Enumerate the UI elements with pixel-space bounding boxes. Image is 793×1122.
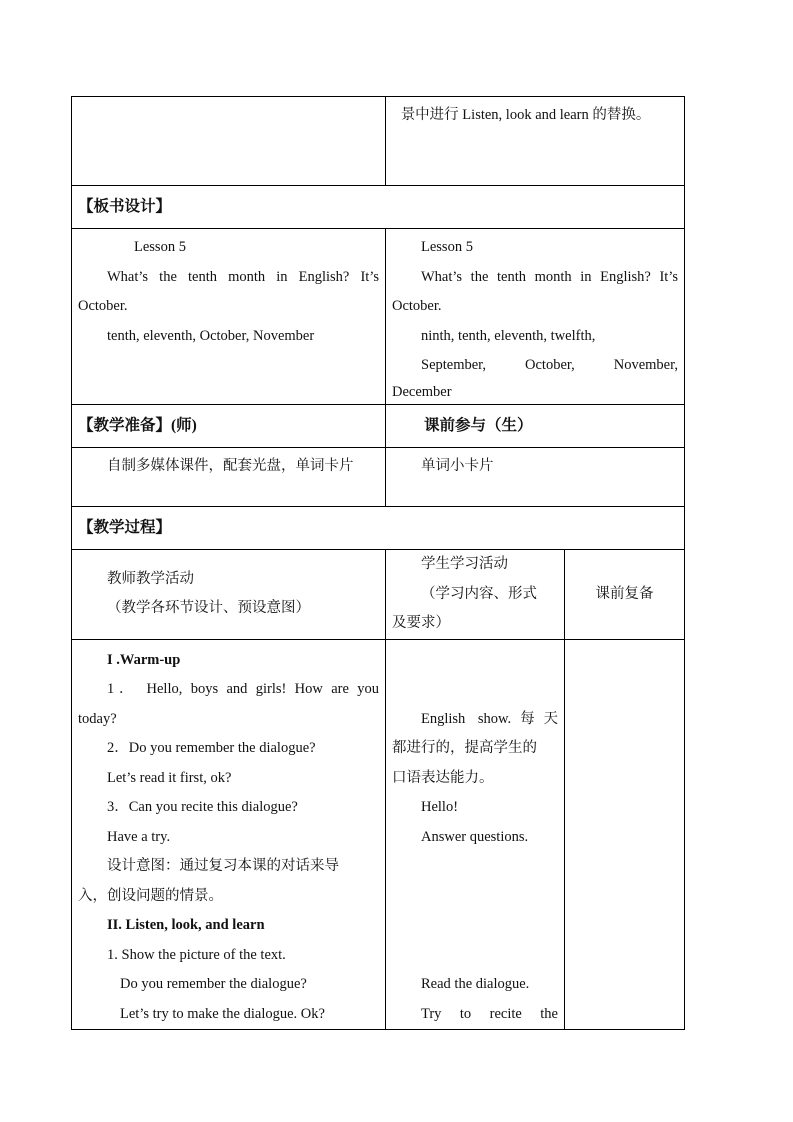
student-activity-header-line-3: 及要求）	[392, 615, 450, 631]
continuation-row	[72, 97, 685, 186]
teacher-line-4: 3．Can you recite this dialogue?	[107, 799, 298, 815]
teacher-line-2: 2．Do you remember the dialogue?	[107, 740, 316, 756]
student-line-5: Try to recite the	[421, 1005, 558, 1022]
prep-student-cell	[386, 448, 685, 507]
lesson-plan-table	[71, 96, 685, 1030]
teacher-activity-header-line-1: 教师教学活动	[107, 570, 194, 587]
board-left-question-1: What’s the tenth month in English? It’s	[107, 268, 379, 285]
board-right-title: Lesson 5	[421, 239, 473, 255]
process-columns-row	[72, 550, 685, 640]
warmup-title: I .Warm-up	[107, 651, 181, 668]
board-left-words: tenth, eleventh, October, November	[107, 327, 315, 344]
review-header: 课前复备	[565, 550, 685, 640]
board-right-words-3: December	[392, 383, 452, 400]
student-activity-header	[386, 550, 565, 640]
board-design-content-row	[72, 229, 685, 405]
teacher-line-1b: today?	[78, 710, 117, 727]
student-line-2: Hello!	[421, 799, 459, 815]
design-intent-line-1: 设计意图：通过复习本课的对话来导	[107, 858, 339, 874]
board-design-heading-row	[72, 186, 685, 229]
student-line-1b: 都进行的，提高学生的	[392, 740, 537, 756]
prep-content-row	[72, 448, 685, 507]
student-line-3: Answer questions.	[421, 828, 529, 845]
continuation-left-cell	[72, 97, 386, 186]
process-heading: 【教学过程】	[72, 507, 685, 550]
teacher-line-8: Do you remember the dialogue?	[120, 976, 307, 992]
teacher-line-9: Let’s try to make the dialogue. Ok?	[120, 1005, 325, 1022]
teacher-line-1a: 1． Hello, boys and girls! How are you	[107, 681, 379, 697]
board-design-right-cell	[386, 229, 685, 405]
prep-teacher-heading: 【教学准备】(师)	[72, 405, 386, 448]
student-line-4: Read the dialogue.	[421, 976, 530, 992]
prep-teacher-cell	[72, 448, 386, 507]
board-left-question-2: October.	[78, 298, 128, 314]
listen-look-learn-title: II. Listen, look, and learn	[107, 917, 265, 933]
student-activity-header-line-2: （学习内容、形式	[421, 585, 537, 602]
process-heading-row	[72, 507, 685, 550]
teacher-activity-header-line-2: （教学各环节设计、预设意图）	[107, 600, 310, 617]
board-left-title: Lesson 5	[134, 239, 186, 255]
prep-student-heading: 课前参与（生）	[386, 405, 685, 448]
prep-teacher-content: 自制多媒体课件，配套光盘，单词卡片	[107, 458, 354, 474]
teacher-activity-header	[72, 550, 386, 640]
prep-heading-row	[72, 405, 685, 448]
student-line-1c: 口语表达能力。	[392, 769, 494, 786]
teacher-line-3: Let’s read it first, ok?	[107, 769, 232, 786]
teacher-line-5: Have a try.	[107, 828, 171, 845]
board-right-words-2: September, October, November,	[421, 357, 678, 373]
board-design-heading: 【板书设计】	[72, 186, 685, 229]
board-right-question-1: What’s the tenth month in English? It’s	[421, 268, 678, 285]
board-right-words-1: ninth, tenth, eleventh, twelfth,	[421, 327, 596, 344]
student-activity-header-line-1: 学生学习活动	[421, 556, 508, 572]
continuation-right-cell	[386, 97, 685, 186]
student-line-1a: English show.每天	[421, 710, 558, 727]
student-activities-cell	[386, 639, 565, 1030]
continuation-text: 景中进行 Listen, look and learn 的替换。	[400, 107, 651, 123]
teacher-line-7: 1. Show the picture of the text.	[107, 946, 286, 963]
prep-student-content: 单词小卡片	[421, 458, 494, 474]
review-cell	[565, 639, 685, 1030]
process-content-row	[72, 639, 685, 1030]
board-right-question-2: October.	[392, 298, 442, 314]
design-intent-line-2: 入，创设问题的情景。	[78, 887, 223, 904]
board-design-left-cell	[72, 229, 386, 405]
teacher-activities-cell	[72, 639, 386, 1030]
